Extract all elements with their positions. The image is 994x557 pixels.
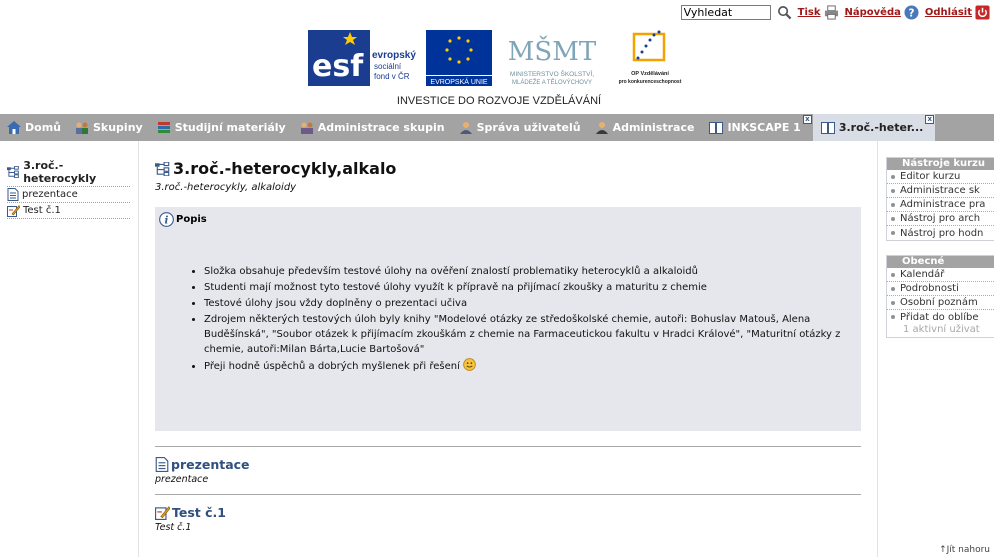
general-favorites[interactable]: [887, 310, 994, 324]
top-utility-bar: [681, 5, 990, 20]
svg-text:MINISTERSTVO ŠKOLSTVÍ,: MINISTERSTVO ŠKOLSTVÍ,: [509, 71, 595, 78]
svg-text:MLÁDEŽE A TĚLOVÝCHOVY: MLÁDEŽE A TĚLOVÝCHOVY: [512, 80, 592, 86]
bullet-icon: [891, 231, 895, 235]
nav-user-management-label: Správa uživatelů: [476, 121, 581, 134]
book-icon: [709, 122, 723, 134]
description-box: [155, 207, 861, 431]
user-icon: [459, 121, 473, 134]
home-icon: [7, 121, 21, 134]
document-icon: [155, 457, 169, 472]
general-label: Kalendář: [900, 269, 945, 280]
tool-course-editor[interactable]: [887, 170, 994, 184]
tab-current-course[interactable]: [813, 114, 935, 141]
esf-logo-mark: esf: [312, 49, 364, 84]
nav-study-materials[interactable]: [150, 114, 293, 141]
bullet-icon: [891, 189, 895, 193]
test-pencil-icon: [7, 204, 20, 217]
close-icon[interactable]: x: [925, 115, 934, 124]
svg-text:pro konkurenceschopnost: pro konkurenceschopnost: [618, 79, 682, 85]
tree-item-presentation[interactable]: [7, 187, 130, 203]
course-tools-title: Nástroje kurzu: [887, 158, 994, 170]
bullet-icon: [891, 217, 895, 221]
general-title: Obecné: [887, 256, 994, 268]
tab-inkscape-label: INKSCAPE 1: [727, 121, 801, 134]
content-item-presentation: [155, 457, 861, 485]
power-icon: [975, 5, 990, 20]
bullet-icon: [891, 287, 895, 291]
active-users-count: 1 aktivní uživat: [903, 324, 980, 335]
groups-icon: [75, 121, 89, 134]
course-tools-panel: [886, 157, 994, 241]
tool-label: Administrace pra: [900, 199, 986, 210]
svg-text:evropský: evropský: [372, 50, 416, 61]
divider: [155, 446, 861, 447]
tree-item-test-label: Test č.1: [23, 205, 61, 216]
document-icon: [7, 188, 19, 201]
close-icon[interactable]: x: [803, 115, 812, 124]
content-item-test-title[interactable]: [155, 505, 861, 520]
content-item-presentation-label: prezentace: [171, 457, 250, 472]
test-pencil-icon: [155, 505, 170, 520]
nav-administration-label: Administrace: [612, 121, 695, 134]
tool-label: Nástroj pro hodn: [900, 227, 984, 239]
book-icon: [821, 122, 835, 134]
description-heading: [159, 212, 857, 227]
svg-text:i: i: [164, 214, 169, 227]
svg-text:OP Vzdělávání: OP Vzdělávání: [631, 71, 669, 77]
bullet-icon: [891, 175, 895, 179]
description-item: • Složka obsahuje především testové úlohy na ověření znalostí problematiky heterocyklů a alkaloidů: [204, 264, 857, 279]
tree-item-test[interactable]: [7, 203, 130, 219]
go-top-link[interactable]: [939, 545, 990, 555]
logo-caption: INVESTICE DO ROZVOJE VZDĚLÁVÁNÍ: [396, 95, 602, 107]
description-item: • Testové úlohy jsou vždy doplněny o prezentaci učiva: [204, 296, 857, 311]
admin-icon: [595, 121, 609, 134]
tool-label: Editor kurzu: [900, 171, 961, 182]
group-admin-icon: [300, 121, 314, 134]
tree-item-folder[interactable]: [7, 158, 130, 187]
smiley-icon: [463, 358, 476, 371]
nav-group-admin[interactable]: [293, 114, 452, 141]
print-link[interactable]: Tisk: [798, 5, 839, 20]
info-icon: [159, 212, 174, 227]
nav-administration[interactable]: [588, 114, 702, 141]
bullet-icon: [891, 301, 895, 305]
nav-user-management[interactable]: [452, 114, 588, 141]
general-details[interactable]: [887, 282, 994, 296]
books-icon: [157, 121, 171, 134]
tree-item-presentation-label: prezentace: [22, 189, 78, 200]
search-input[interactable]: [681, 5, 771, 20]
page-title-text: 3.roč.-heterocykly,alkalo: [173, 159, 397, 178]
help-icon: [904, 5, 919, 20]
general-label: Podrobnosti: [900, 283, 959, 294]
content-item-test-label: Test č.1: [172, 505, 226, 520]
page-title: [155, 159, 861, 178]
content-item-test-desc: Test č.1: [155, 522, 192, 533]
svg-text:fond v ČR: fond v ČR: [374, 72, 410, 81]
general-notes[interactable]: [887, 296, 994, 310]
content-item-presentation-title[interactable]: [155, 457, 861, 472]
svg-text:EVROPSKÁ UNIE: EVROPSKÁ UNIE: [430, 79, 488, 86]
right-sidebar: [877, 141, 994, 557]
tab-current-course-label: 3.roč.-heter...: [838, 121, 924, 134]
description-list: [159, 264, 857, 374]
description-item-text: Přeji hodně úspěchů a dobrých myšlenek při řešení: [204, 361, 460, 372]
nav-groups[interactable]: [68, 114, 150, 141]
general-calendar[interactable]: [887, 268, 994, 282]
description-item: • Zdrojem některých testových úloh byly knihy "Modelové otázky ze středoškolské chemie, autoři: Bohuslav Matouš, Alena Buděšínská", "Soubor otázek k přijímacím zkouškám z chemie na Farmaceutickou fakultu v Hradci Králové", "Maturitní otázky z chemie, autoři:Milan Bárta,Lucie Bartošová": [204, 312, 857, 357]
tool-archive[interactable]: [887, 212, 994, 226]
general-panel: [886, 255, 994, 338]
nav-study-materials-label: Studijní materiály: [174, 121, 286, 134]
msmt-logo-mark: MŠMT: [507, 37, 597, 67]
bullet-icon: [891, 273, 895, 277]
tool-label: Administrace sk: [900, 185, 980, 196]
bullet-icon: [891, 315, 895, 319]
divider: [155, 494, 861, 495]
printer-icon: [824, 5, 839, 20]
tab-inkscape[interactable]: [701, 114, 812, 141]
main-navigation: [0, 114, 994, 141]
go-top-label: Jít nahoru: [946, 545, 990, 555]
tree-structure-icon: [7, 166, 20, 178]
nav-home-label: Domů: [25, 121, 61, 134]
nav-group-admin-label: Administrace skupin: [317, 121, 445, 134]
help-link[interactable]: Nápověda ?: [845, 5, 919, 20]
tool-label: Nástroj pro arch: [900, 213, 981, 224]
description-heading-text: Popis: [176, 214, 207, 225]
description-item-wish: [204, 358, 857, 374]
description-item: • Studenti mají možnost tyto testové úlohy využít k přípravě na přijímací zkoušky a maturitu z chemie: [204, 280, 857, 295]
arrow-up-icon: ↑: [939, 545, 947, 555]
course-tree: [0, 141, 139, 557]
svg-text:sociální: sociální: [374, 62, 402, 71]
tool-admin-1[interactable]: [887, 184, 994, 198]
main-content: [155, 141, 861, 533]
svg-text:?: ?: [908, 7, 915, 20]
tool-admin-2[interactable]: [887, 198, 994, 212]
sponsor-logos-graphic: [308, 28, 690, 92]
tool-evaluation[interactable]: [887, 226, 994, 240]
tree-item-folder-label: 3.roč.-heterocykly: [23, 159, 97, 185]
nav-groups-label: Skupiny: [92, 121, 143, 134]
content-item-test: [155, 505, 861, 533]
nav-home[interactable]: [0, 114, 68, 141]
logout-link[interactable]: Odhlásit: [925, 5, 990, 20]
general-label: Osobní poznám: [900, 297, 978, 308]
bullet-icon: [891, 203, 895, 207]
search-icon[interactable]: [777, 5, 792, 20]
page-subtitle: 3.roč.-heterocykly, alkaloidy: [155, 182, 297, 193]
tree-structure-icon: [155, 162, 171, 176]
content-item-presentation-desc: prezentace: [155, 474, 209, 485]
general-label: Přidat do oblíbe: [900, 311, 979, 323]
